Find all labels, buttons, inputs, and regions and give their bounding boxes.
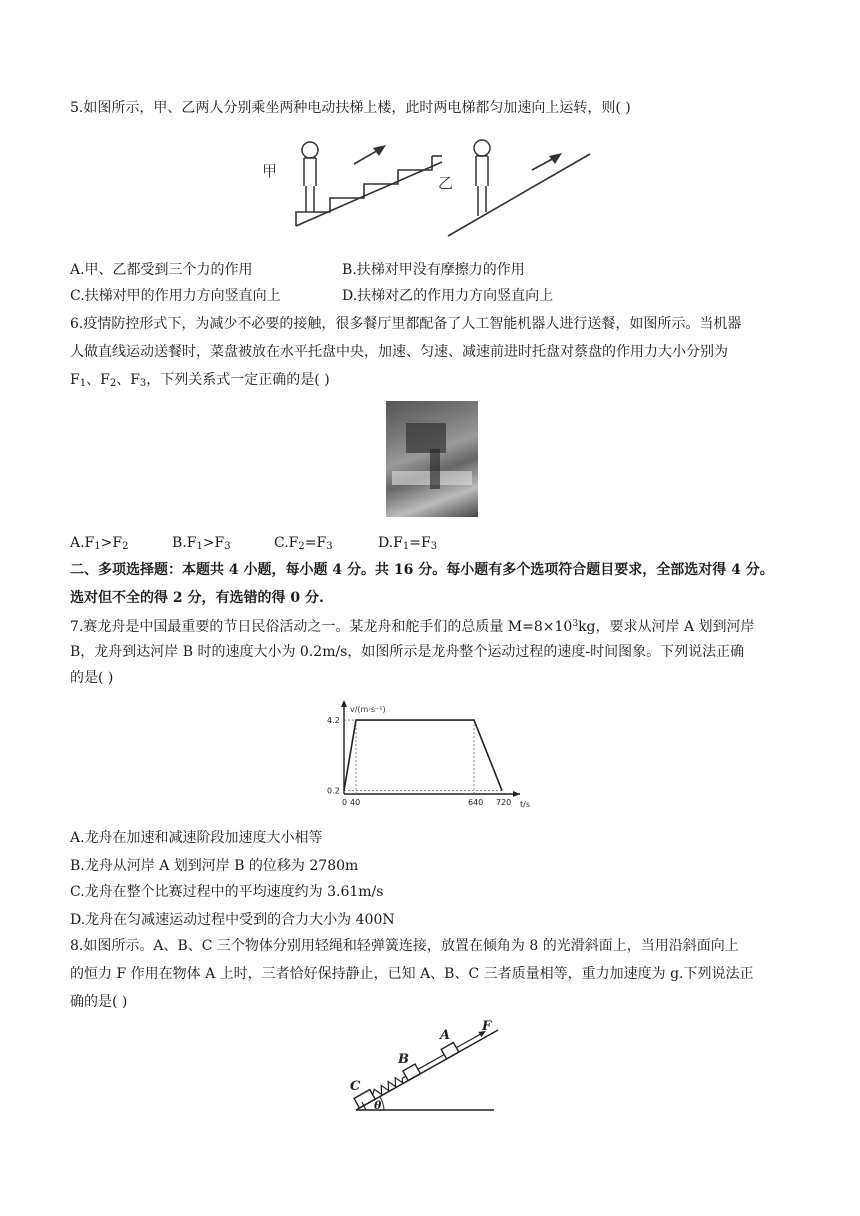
label-a: A (440, 1028, 451, 1043)
q5-option-a: A.甲、乙都受到三个力的作用 (70, 262, 253, 278)
velocity-time-chart (324, 694, 534, 812)
q7-option-c: C.龙舟在整个比赛过程中的平均速度约为 3.61m/s (70, 884, 384, 900)
q8-line2: 的恒力 F 作用在物体 A 上时，三者恰好保持静止，已知 A、B、C 三者质量相等，重力加速度为 g.下列说法正 (70, 966, 754, 982)
escalator-base-jia (296, 162, 442, 226)
q6-option-b: $B.F_1>F_3$ (172, 535, 231, 552)
q5-option-b: B.扶梯对甲没有摩擦力的作用 (342, 262, 525, 278)
block-a (441, 1042, 459, 1058)
x-tick-label: 720 (496, 798, 512, 807)
label-yi: 乙 (438, 174, 454, 192)
q6-line3: $F_1$、$F_2$、$F_3$，下列关系式一定正确的是( ) (70, 372, 330, 389)
x-tick-label: 40 (350, 798, 361, 807)
q6-line1: 6.疫情防控形式下，为减少不必要的接触，很多餐厅里都配备了人工智能机器人进行送餐，如图所示。当机器 (70, 316, 742, 332)
q5-option-d: D.扶梯对乙的作用力方向竖直向上 (342, 288, 554, 304)
incline-figure (344, 1018, 504, 1118)
q7-option-a: A.龙舟在加速和减速阶段加速度大小相等 (70, 830, 323, 846)
section2-line1: 二、多项选择题：本题共 4 小题，每小题 4 分。共 16 分。每小题有多个选项符合题目要求，全部选对得 4 分。 (70, 562, 774, 578)
q7-line2: B，龙舟到达河岸 B 时的速度大小为 0.2m/s，如图所示是龙舟整个运动过程的速度-时间图象。下列说法正确 (70, 644, 745, 660)
q8-line1: 8.如图所示。A、B、C 三个物体分别用轻绳和轻弹簧连接，放置在倾角为 8 的光滑斜面上，当用沿斜面向上 (70, 938, 739, 954)
q7-line1: 7.赛龙舟是中国最重要的节日民俗活动之一。某龙舟和舵手们的总质量 $M=8\times 10^3kg$，要求从河岸 A 划到河岸 (70, 619, 755, 635)
q7-option-d: D.龙舟在匀减速运动过程中受到的合力大小为 400N (70, 912, 395, 928)
x-tick-label: 640 (468, 798, 484, 807)
q8-line3: 确的是( ) (70, 994, 128, 1010)
spring (371, 1073, 408, 1099)
q6-option-a: $A.F_1>F_2$ (70, 535, 129, 552)
escalator-yi (448, 154, 590, 236)
label-theta: θ (374, 1099, 382, 1112)
velocity-series-line (344, 720, 502, 790)
q5-figure (260, 130, 600, 240)
q5-option-c: C.扶梯对甲的作用力方向竖直向上 (70, 288, 281, 304)
label-jia: 甲 (262, 162, 278, 180)
q6-line2: 人做直线运动送餐时，菜盘被放在水平托盘中央，加速、匀速、减速前进时托盘对蔡盘的作用力大小分别为 (70, 344, 728, 360)
label-b: B (398, 1052, 409, 1067)
incline-surface (356, 1030, 498, 1110)
q5-stem: 5.如图所示，甲、乙两人分别乘坐两种电动扶梯上楼，此时两电梯都匀加速向上运转，则( ) (70, 100, 631, 116)
y-tick-label: 4.2 (327, 716, 340, 726)
q7-line3: 的是( ) (70, 670, 114, 686)
y-axis-label: v/(m·s⁻¹) (350, 705, 386, 714)
q6-option-c: $C.F_2=F_3$ (274, 535, 333, 552)
q6-option-d: $D.F_1=F_3$ (378, 535, 438, 552)
label-c: C (350, 1079, 361, 1094)
x-axis-label: t/s (520, 800, 530, 809)
label-f: F (482, 1019, 492, 1034)
q7-option-b: B.龙舟从河岸 A 划到河岸 B 的位移为 2780m (70, 858, 359, 874)
section2-line2: 选对但不全的得 2 分，有选错的得 0 分. (70, 590, 324, 606)
x-tick-label: 0 (342, 798, 348, 807)
y-tick-label: 0.2 (327, 786, 340, 796)
robot-waiter-photo (386, 401, 478, 517)
